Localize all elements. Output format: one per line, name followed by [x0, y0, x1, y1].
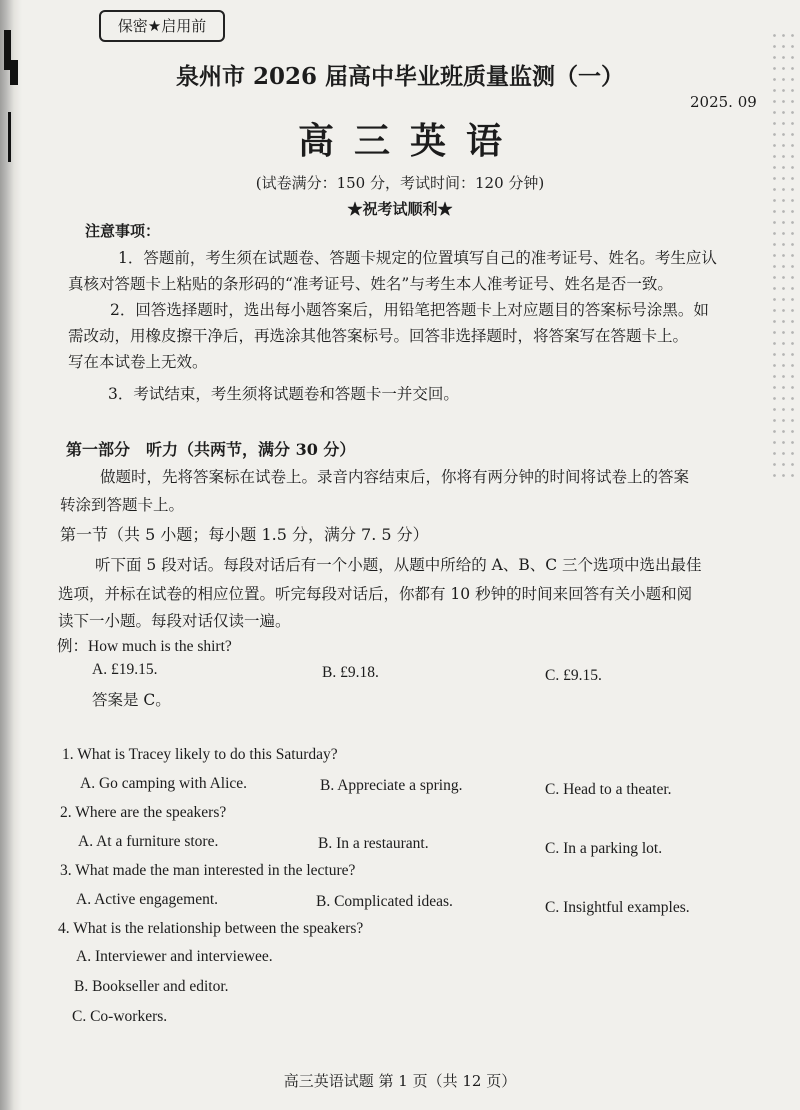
- notice-line: 2．回答选择题时，选出每小题答案后，用铅笔把答题卡上对应题目的答案标号涂黑。如: [110, 301, 709, 319]
- example-option-c: C. £9.15.: [545, 667, 602, 684]
- notice-line: 需改动，用橡皮擦干净后，再选涂其他答案标号。回答非选择题时，将答案写在答题卡上。: [68, 327, 689, 345]
- question-2-option-c: C. In a parking lot.: [545, 840, 663, 857]
- part-one-intro-line: 做题时，先将答案标在试卷上。录音内容结束后，你将有两分钟的时间将试卷上的答案: [100, 468, 690, 486]
- section-one-heading: 第一节（共 5 小题；每小题 1.5 分，满分 7. 5 分）: [60, 525, 429, 544]
- question-1: 1. What is Tracey likely to do this Saturday?: [62, 746, 338, 763]
- scan-speckle-right: [770, 30, 800, 480]
- question-4: 4. What is the relationship between the speakers?: [58, 920, 364, 937]
- exam-date: 2025. 09: [690, 93, 757, 111]
- section-intro-line: 听下面 5 段对话。每段对话后有一个小题，从题中所给的 A、B、C 三个选项中选出最佳: [95, 556, 702, 574]
- question-3-option-b: B. Complicated ideas.: [316, 893, 453, 910]
- question-3-option-c: C. Insightful examples.: [545, 899, 690, 916]
- question-4-option-b: B. Bookseller and editor.: [74, 978, 229, 995]
- example-question: 例：How much is the shirt?: [57, 638, 232, 655]
- notice-line: 真核对答题卡上粘贴的条形码的“准考证号、姓名”与考生本人准考证号、姓名是否一致。: [68, 275, 673, 293]
- page-footer: 高三英语试题 第 1 页（共 12 页）: [283, 1072, 517, 1090]
- example-option-b: B. £9.18.: [322, 664, 379, 681]
- question-3-option-a: A. Active engagement.: [76, 891, 219, 908]
- section-intro-line: 选项，并标在试卷的相应位置。听完每段对话后，你都有 10 秒钟的时间来回答有关小题和阅: [58, 585, 693, 603]
- notice-line: 3．考试结束，考生须将试题卷和答题卡一并交回。: [108, 385, 459, 403]
- example-option-a: A. £19.15.: [92, 661, 158, 678]
- exam-meta: (试卷满分：150 分，考试时间：120 分钟): [255, 174, 545, 192]
- subject-title: 高三英语: [297, 120, 522, 162]
- question-3: 3. What made the man interested in the lecture?: [60, 862, 356, 879]
- question-4-option-a: A. Interviewer and interviewee.: [76, 948, 273, 965]
- question-1-option-c: C. Head to a theater.: [545, 781, 672, 798]
- question-2: 2. Where are the speakers?: [60, 804, 227, 821]
- notice-line: 写在本试卷上无效。: [68, 353, 208, 371]
- notice-heading: 注意事项：: [85, 222, 161, 240]
- question-1-option-b: B. Appreciate a spring.: [320, 777, 463, 794]
- question-4-option-c: C. Co-workers.: [72, 1008, 168, 1025]
- part-one-heading: 第一部分 听力（共两节，满分 30 分）: [66, 440, 356, 459]
- example-answer: 答案是 C。: [92, 691, 171, 709]
- exam-title: 泉州市 2026 届高中毕业班质量监测（一）: [175, 63, 625, 90]
- question-1-option-a: A. Go camping with Alice.: [80, 775, 248, 792]
- question-2-option-b: B. In a restaurant.: [318, 835, 429, 852]
- good-luck-wish: ★祝考试顺利★: [347, 200, 453, 218]
- confidential-stamp: 保密★启用前: [99, 10, 225, 42]
- section-intro-line: 读下一小题。每段对话仅读一遍。: [58, 612, 291, 630]
- part-one-intro-line: 转涂到答题卡上。: [60, 496, 185, 514]
- scan-edge-left: [0, 0, 22, 1110]
- notice-line: 1．答题前，考生须在试题卷、答题卡规定的位置填写自己的准考证号、姓名。考生应认: [118, 249, 717, 267]
- question-2-option-a: A. At a furniture store.: [78, 833, 219, 850]
